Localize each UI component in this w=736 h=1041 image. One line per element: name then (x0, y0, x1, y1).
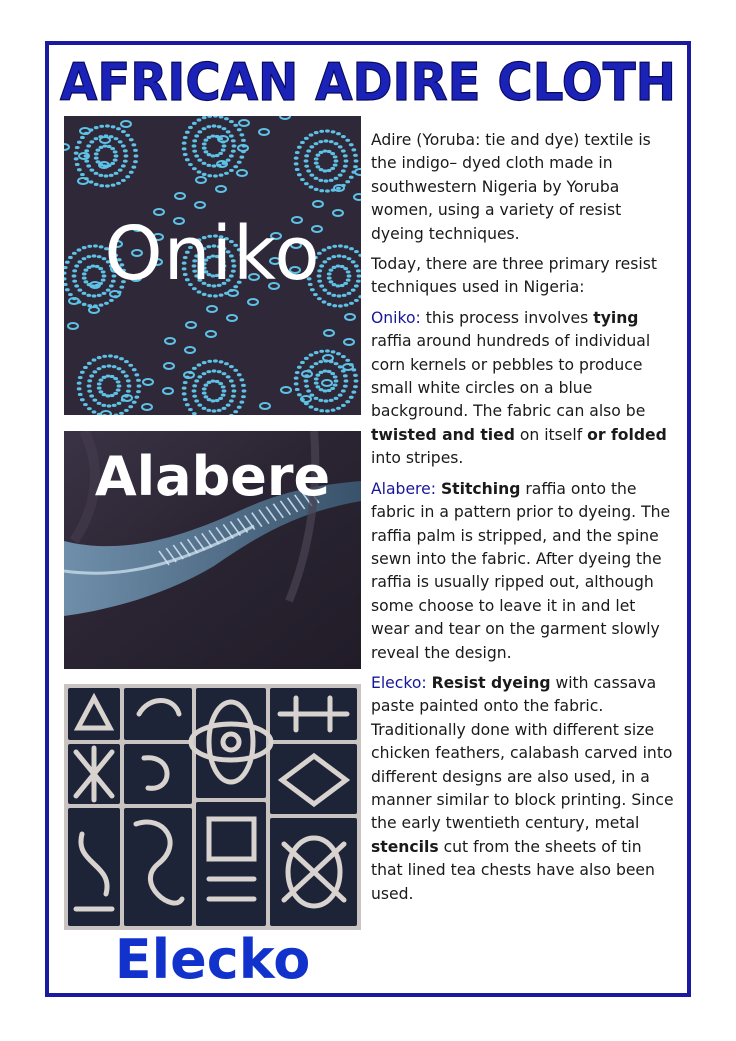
text-run: on itself (514, 425, 588, 444)
alabere-paragraph (371, 478, 677, 665)
page-title-text: AFRICAN ADIRE CLOTH (60, 53, 676, 110)
emphasis: Resist dyeing (431, 673, 551, 692)
text-run: with cassava paste painted onto the fabric. Traditionally done with different size chicken feathers, calabash carved into different designs are also used, in a manner similar to block printing. Since the early twentieth century, metal (371, 673, 674, 833)
alabere-term: Alabere: (371, 479, 436, 498)
elecko-label: Elecko (114, 928, 311, 991)
elecko-fabric-image (64, 684, 361, 930)
text-run: raffia onto the fabric in a pattern prior to dyeing. The raffia palm is stripped, and the spine sewn into the fabric. After dyeing the raffia is usually ripped out, although some choose to leave it in and let wear and tear on the garment slowly reveal the design. (371, 479, 671, 662)
elecko-term: Elecko: (371, 673, 427, 692)
text-run: this process involves (420, 308, 594, 327)
oniko-label: Oniko (104, 211, 321, 297)
oniko-term: Oniko: (371, 308, 421, 327)
alabere-fabric-image (64, 431, 361, 669)
emphasis: or folded (587, 425, 667, 444)
emphasis: stencils (371, 837, 439, 856)
article-body (371, 129, 677, 913)
text-run: cut from the sheets of tin that lined tea chests have also been used. (371, 837, 655, 903)
elecko-paragraph (371, 672, 677, 906)
emphasis: Stitching (440, 479, 521, 498)
oniko-fabric-image (64, 116, 361, 415)
page-title (56, 52, 680, 110)
intro-techniques-paragraph: Today, there are three primary resist techniques used in Nigeria: (371, 255, 657, 297)
intro-paragraph: Adire (Yoruba: tie and dye) textile is the indigo– dyed cloth made in southwestern Nigeria by Yoruba women, using a variety of resist dyeing techniques. (371, 131, 651, 243)
text-run: raffia around hundreds of individual corn kernels or pebbles to produce small white circles on a blue background. The fabric can also be (371, 332, 651, 421)
emphasis: twisted and tied (371, 425, 515, 444)
alabere-label: Alabere (94, 445, 331, 508)
oniko-paragraph (371, 307, 677, 471)
emphasis: tying (593, 308, 639, 327)
text-run: into stripes. (371, 449, 464, 468)
